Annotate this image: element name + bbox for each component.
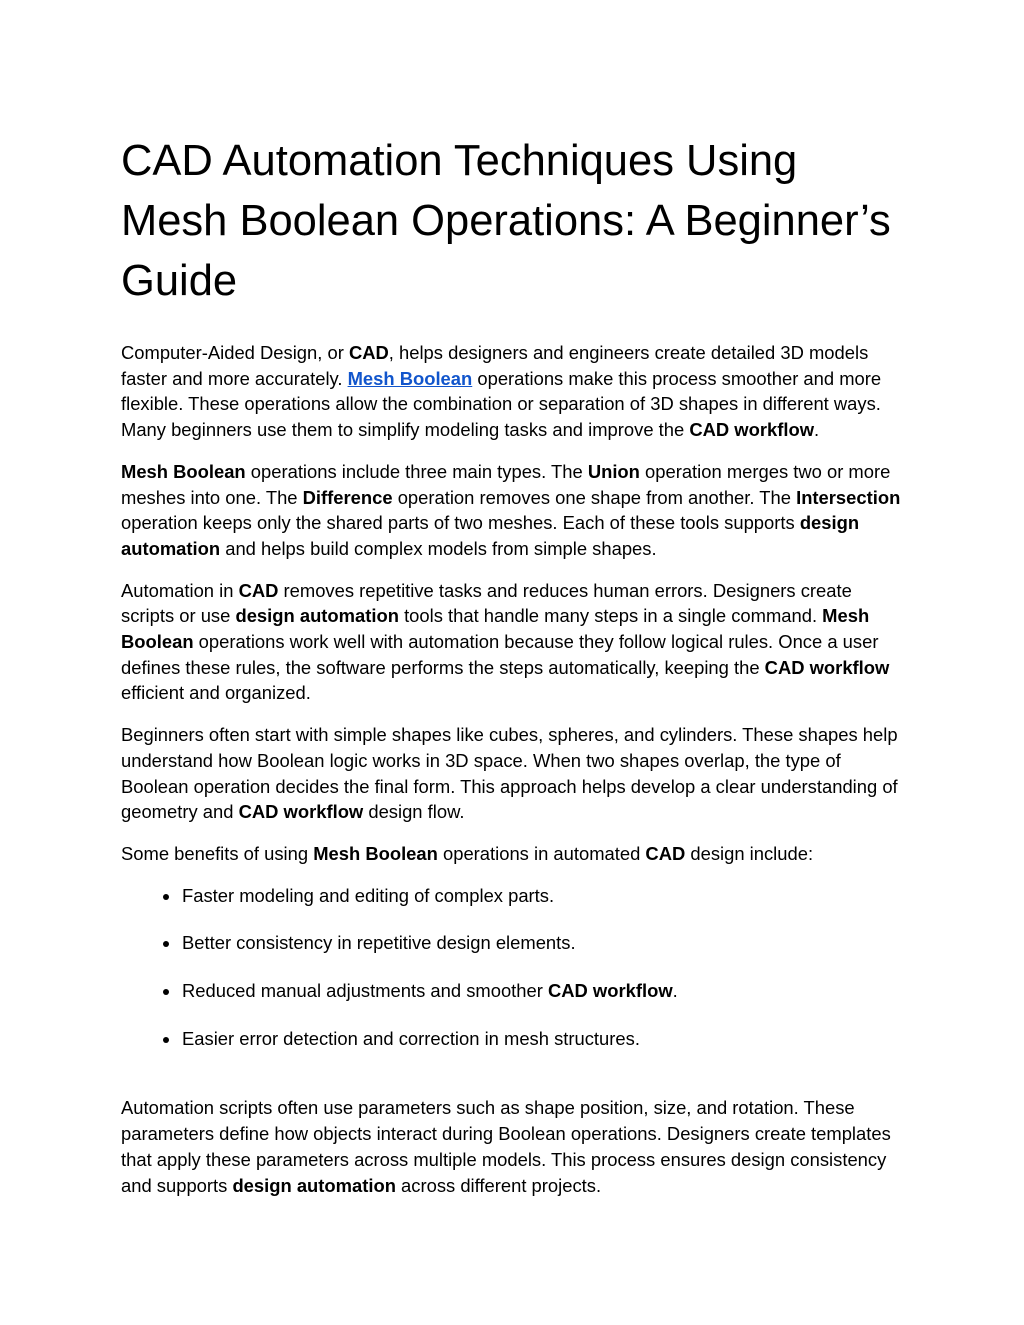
text-run: operations include three main types. The [245,460,588,482]
text-run: operation removes one shape from another. The [392,486,797,508]
text-run: operation keeps only the shared parts of two meshes. Each of these tools supports [121,512,800,534]
text-run: Some benefits of using [121,842,314,864]
bold-text-run: Mesh Boolean [121,605,870,653]
bold-text-run: CAD workflow [764,656,890,678]
beginners-paragraph [121,722,903,825]
text-run: . [672,980,678,1002]
text-run: efficient and organized. [121,682,311,704]
bold-text-run: Difference [302,486,393,508]
text-run: design include: [685,842,814,864]
text-run: , helps designers and engineers create detailed 3D models faster and more accurately. [121,342,869,389]
text-run: operations make this process smoother and more flexible. These operations allow the combination or separation of 3D shapes in different ways. Many beginners use them to simplify modeling tasks and improve the [121,367,882,441]
types-paragraph [121,459,903,562]
automation-paragraph [121,578,903,707]
text-run: Easier error detection and correction in mesh structures. [182,1027,640,1049]
text-run: Automation in [121,579,239,601]
bold-text-run: Intersection [796,486,901,508]
benefits-list [121,883,903,1052]
text-run: operations in automated [437,842,646,864]
text-run: tools that handle many steps in a single command. [398,605,823,627]
text-run: Reduced manual adjustments and smoother [182,980,548,1002]
bold-text-run: Union [587,460,640,482]
benefits-intro-paragraph [121,841,903,867]
mesh-boolean-link[interactable]: Mesh Boolean [347,367,473,389]
bold-text-run: CAD [238,579,279,601]
bullet-item [181,1026,903,1052]
text-run: operation merges two or more meshes into one. The [121,460,891,508]
text-run: . [814,419,820,441]
bold-text-run: CAD workflow [547,980,673,1002]
text-run: Automation scripts often use parameters such as shape position, size, and rotation. These parameters define how objects interact during Boolean operations. Designers create templates that apply these parameters across multiple models. This process ensures design consistency and supports [121,1097,891,1196]
bullet-item [181,978,903,1004]
parameters-paragraph [121,1095,903,1198]
bullet-item [181,930,903,956]
bold-text-run: CAD [348,342,389,363]
bold-text-run: CAD [645,842,686,864]
bold-text-run: design automation [235,605,399,627]
document-title: CAD Automation Techniques Using Mesh Boolean Operations: A Beginner’s Guide [121,137,891,305]
text-run: Beginners often start with simple shapes like cubes, spheres, and cylinders. These shapes help understand how Boolean logic works in 3D space. When two shapes overlap, the type of Boolean operation decides the final form. This approach helps develop a clear understanding of geometry and [121,724,898,823]
intro-paragraph [121,340,903,443]
text-run: operations work well with automation because they follow logical rules. Once a user defines these rules, the software performs the steps automatically, keeping the [121,631,879,678]
bold-text-run: Mesh Boolean [313,842,438,864]
bold-text-run: design automation [121,512,860,559]
text-run: and helps build complex models from simple shapes. [220,537,657,559]
bold-text-run: Mesh Boolean [121,460,246,482]
text-run: design flow. [363,801,465,823]
bold-text-run: CAD workflow [689,419,814,441]
text-run: across different projects. [395,1174,602,1196]
bullet-item [181,883,903,909]
text-run: Better consistency in repetitive design elements. [182,932,576,954]
text-run: Computer-Aided Design, or [121,342,349,363]
bold-text-run: CAD workflow [238,801,364,823]
bold-text-run: design automation [232,1174,396,1196]
text-run: removes repetitive tasks and reduces human errors. Designers create scripts or use [121,579,852,627]
text-run: Faster modeling and editing of complex parts. [182,884,555,906]
document-blocks [121,340,903,1198]
